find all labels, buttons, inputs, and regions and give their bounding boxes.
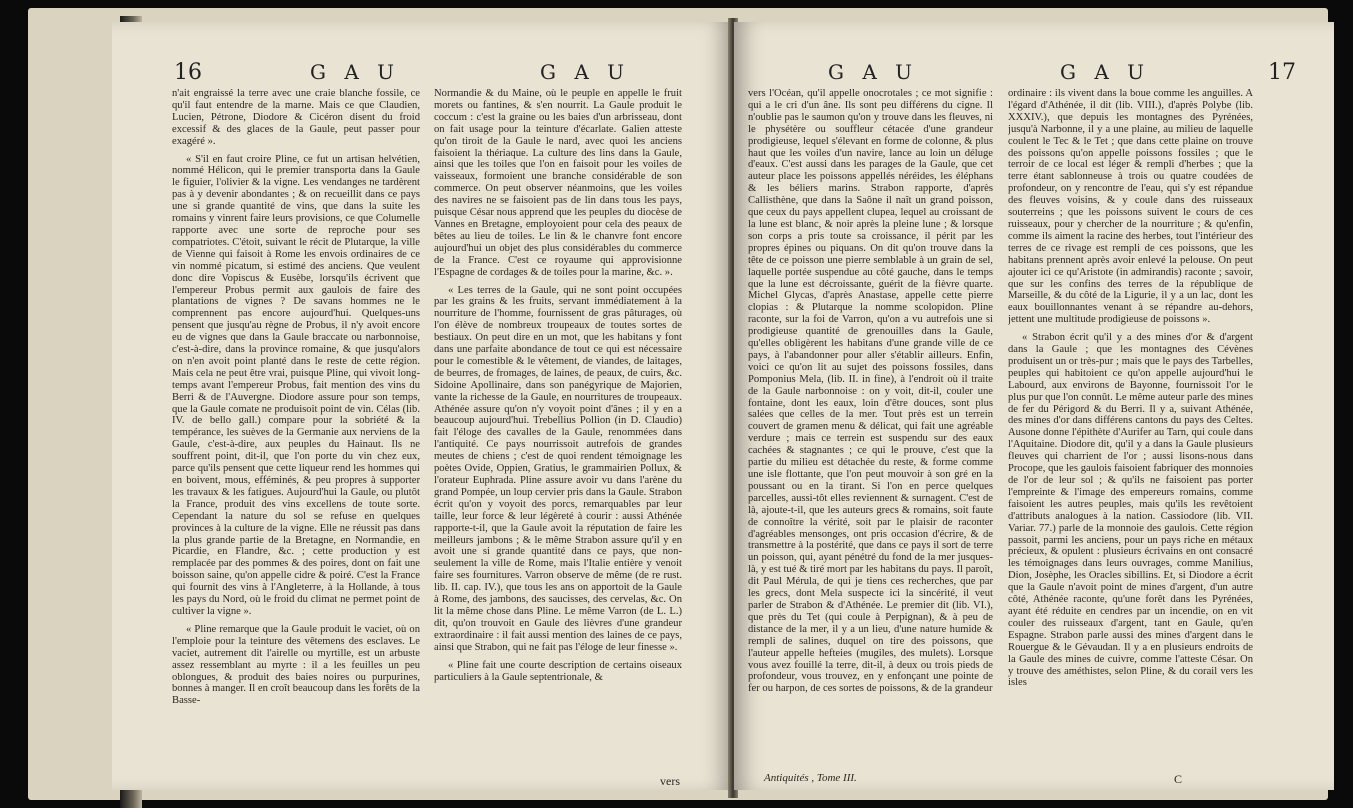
- signature-mark: C: [1174, 772, 1183, 786]
- left-page: [112, 22, 732, 790]
- paragraph: « Pline remarque que la Gaule produit le vaciet, où on l'emploie pour la teinture des vêtemens des esclaves. Le vaciet, autrement dit l'airelle ou myrtille, est un arbuste assez ressemblant au myrte : il a les feuilles un peu oblongues, & produit des baies noires ou purpurines, bonnes à manger. Il en croît beaucoup dans les forêts de la Basse-: [172, 623, 420, 707]
- paragraph: « Les terres de la Gaule, qui ne sont point occupées par les grains & les fruits, servant immédiatement à la nourriture de l'homme, fournissent de gras pâturages, où l'on élève de nombreux troupeaux de toutes sortes de bestiaux. On peut dire en un mot, que les habitans y font dans une parfaite abondance de tout ce qui est nécessaire pour le comestible & le vêtement, de viandes, de laitages, de beurres, de fromages, de laines, de peaux, de cuirs, &c. Sidoine Apollinaire, dans son panégyrique de Majorien, vante la richesse de la Gaule, en nourritures de troupeaux. Athénée assure qu'on n'y voyoit point d'ânes ; il y en a beaucoup aujourd'hui. Trebellius Pollion (in D. Claudio) fait l'éloge des cavalles de la Gaule, renommées dans l'antiquité. Ce pays nourrissoit autrefois de grandes meutes de chiens ; c'est de quoi rendent témoignage les poètes Ovide, Oppien, Gratius, le grammairien Pollux, & l'orateur Euphrada. Pline assure avoir vu dans l'arène du grand Pompée, un loup cervier pris dans la Gaule. Strabon écrit qu'on y voyoit des porcs, remarquables par leur taille, leur force & leur légèreté à courir : aussi Athénée rapporte-t-il, que la Gaule avoit la réputation de faire les meilleurs jambons ; & le même Strabon assure qu'il y en avoit une si grande quantité dans ce pays, que non-seulement la ville de Rome, mais l'Italie entière y venoit faire ses fournitures. Varron observe de même (de re rust. lib. II. cap. IV.), que tous les ans on apportoit de la Gaule à Rome, des jambons, des saucisses, des cervelas, &c. On lit la même chose dans Pline. Le même Varron (de L. L.) dit, qu'on trouvoit en Gaule des lièvres d'une grandeur extraordinaire : il fait aussi mention des laines de ce pays, ainsi que Strabon, qui ne fait pas l'éloge de leur finesse ».: [434, 284, 682, 653]
- left-running-head-2: G A U: [540, 60, 630, 84]
- paragraph: « Strabon écrit qu'il y a des mines d'or & d'argent dans la Gaule ; que les montagnes des Cévènes produisent un or très-pur ; mais que le pays des Tarbelles, peuples qui habitoient ce qu'on appelle aujourd'hui le Labourd, aux environs de Bayonne, fournissoit l'or le plus pur que l'on connût. Le même auteur parle des mines de fer du Périgord & du Berri. Il y a, suivant Athénée, des mines d'or dans différens cantons du pays des Celtes. Ausone donne l'épithète d'Aurifer au Tarn, qui coule dans l'Aquitaine. Diodore dit, qu'il y a dans la Gaule plusieurs fleuves qui charrient de l'or ; aussi lisons-nous dans Procope, que les gaulois faisoient fabriquer des monnoies de l'or de leur sol ; & qu'ils ne faisoient pas porter l'empreinte & l'image des empereurs romains, comme faisoient les autres peuples, mais qu'ils les revêtoient d'attributs analogues à la nation. Cassiodore (lib. VII. Variar. 77.) parle de la monnoie des gaulois. Cette région passoit, parmi les anciens, pour un pays riche en métaux précieux, & opulent : plusieurs écrivains en ont consacré les témoignages dans leurs ouvrages, comme Manilius, Dion, Josèphe, les Oracles sibillins. Et, si Diodore a écrit que la Gaule n'avoit point de mines d'argent, d'un autre côté, Athénée raconte, qu'une forêt dans les Pyrénées, ayant été réduite en cendres par un incendie, on en vit couler des ruisseaux d'argent, tant en Gaule, qu'en Espagne. Strabon parle aussi des mines d'argent dans le Rouergue & le Gévaudan. Il y a en plusieurs endroits de la Gaule des mines de cuivre, comme l'atteste César. On y trouve des améthistes, selon Pline, & du corail vers les isles: [1008, 332, 1253, 689]
- paragraph: ordinaire : ils vivent dans la boue comme les anguilles. A l'égard d'Athénée, il dit (lib. VIII.), d'après Polybe (lib. XXXIV.), que depuis les montagnes des Pyrénées, jusqu'à Narbonne, il y a une plaine, au milieu de laquelle coulent le Tec & le Tet ; que dans cette plaine on trouve des poissons qu'on appelle poissons fossiles ; que le terroir de ce local est léger & rempli d'herbes ; que la terre étant sablonneuse à trois ou quatre coudées de profondeur, on y rencontre de l'eau, qui s'y est répandue des fleuves voisins, & y coule dans des ruisseaux souterreins ; que les poissons suivent le cours de ces ruisseaux, pour y chercher de la nourriture ; & qu'enfin, comme ils aiment la racine des herbes, tout l'intérieur des terres de ce rivage est rempli de ces poissons, que les habitans prennent après avoir enlevé la pelouse. On peut ajouter ici ce qu'Aristote (in admirandis) raconte ; savoir, que sur les confins des terres de la république de Marseille, & du côté de la Ligurie, il y a un lac, dont les eaux bouillonnantes venant à se répandre au-dehors, jettent une multitude prodigieuse de poissons ».: [1008, 88, 1253, 326]
- right-column-2: [1008, 88, 1253, 768]
- left-running-head-1: G A U: [310, 60, 400, 84]
- left-column-2: [434, 88, 682, 778]
- right-page: [734, 22, 1334, 790]
- paragraph: « S'il en faut croire Pline, ce fut un artisan helvétien, nommé Hélicon, qui le premier transporta dans la Gaule le figuier, l'olivier & la vigne. Les vendanges ne tardèrent pas à y devenir abondantes ; & on recueillit dans ce pays une si grande quantité de vins, que dans la suite les romains y vinrent faire leurs provisions, ce que Columelle rapporte avec une sorte de reproche pour ses compatriotes. C'étoit, suivant le récit de Plutarque, la ville de Vienne qui faisoit à Rome les envois ordinaires de ce vin nommé picatum, si estimé des anciens. Que veulent donc dire Vopiscus & Eusèbe, lorsqu'ils écrivent que l'empereur Probus permit aux gaulois de faire des plantations de vignes ? De savans hommes ne le comprennent pas encore aujourd'hui. Quelques-uns pensent que jusqu'au règne de Probus, il n'y avoit encore eu de vignes que dans la Gaule braccate ou narbonnoise, c'est-à-dire, dans la province romaine, & que jusqu'alors on n'en avoit point planté dans le reste de cette région. Mais cela ne peut être vrai, puisque Pline, qui vivoit long-temps avant l'empereur Probus, fait mention des vins du Berri & de l'Auvergne. Diodore assure pour son temps, que la Gaule comate ne produisoit point de vin. Célas (lib. IV. de bello gall.) compare pour la sobriété & la tempérance, les suèves de la Germanie aux nerviens de la Gaule, c'est-à-dire, aux peuples du Hainaut. Ils ne souffrent point, dit-il, que l'on porte du vin chez eux, parce qu'ils pensent que cette liqueur rend les hommes qui en boivent, mous, efféminés, & peu propres à supporter les travaux & les fatigues. Aujourd'hui la Gaule, ou plutôt la France, produit des vins excellens de toute sorte. Cependant la nature du sol se refuse en quelques provinces à la culture de la vigne. Elle ne réussit pas dans la plus grande partie de la Bretagne, en Normandie, en Picardie, en Flandre, &c. ; cette production y est remplacée par des pommes & des poires, dont on fait une boisson saine, qu'on appelle cidre & poiré. C'est la France qui fournit des vins à l'Angleterre, à la Hollande, à tous les pays du Nord, où le froid du climat ne permet point de cultiver la vigne ».: [172, 153, 420, 617]
- paragraph: Normandie & du Maine, où le peuple en appelle le fruit morets ou fantines, & s'en nourrit. La Gaule produit le coccum : c'est la graine ou les baies d'un arbrisseau, dont on fait usage pour la teinture d'écarlate. Galien atteste qu'on tiroit de la Gaule le nard, avec quoi les anciens faisoient la thériaque. La culture des lins dans la Gaule, ainsi que les toiles que l'on en faisoit pour les voiles de vaisseaux, formoient une branche considérable de son commerce. On peut observer néanmoins, que les voiles des navires ne se faisoient pas de lin dans tous les pays, puisque César nous apprend que les peuples du diocèse de Vannes en Bretagne, employoient pour cela des peaux de bêtes au lieu de toiles. Le lin & le chanvre font encore aujourd'hui un objet des plus considérables du commerce de la France. C'est ce royaume qui approvisionne l'Espagne de cordages & de toiles pour la marine, &c. ».: [434, 88, 682, 278]
- paragraph: n'ait engraissé la terre avec une craie blanche fossile, ce qu'il faut entendre de la marne. Mais ce que Claudien, Lucien, Pétrone, Diodore & Cicéron disent du froid excessif & des glaces de la Gaule, peut passer pour exagéré ».: [172, 88, 420, 147]
- right-running-head-2: G A U: [1060, 60, 1150, 84]
- right-page-number: 17: [1268, 60, 1296, 85]
- page-footer: Antiquités , Tome III.: [764, 772, 857, 784]
- left-column-1: [172, 88, 420, 778]
- right-column-1: [748, 88, 993, 768]
- left-page-number: 16: [174, 60, 202, 85]
- right-running-head-1: G A U: [828, 60, 918, 84]
- paragraph: « Pline fait une courte description de certains oiseaux particuliers à la Gaule septentrionale, &: [434, 659, 682, 683]
- catchword: vers: [660, 774, 680, 788]
- paragraph: vers l'Océan, qu'il appelle onocrotales ; ce mot signifie : qui a le cri d'un âne. Ils sont peu différens du cigne. Il n'oublie pas le saumon qu'on y trouve dans les fleuves, ni le physétère ou souffleur cétacée d'une grandeur prodigieuse, lequel s'élevant en forme de colonne, & plus haut que les voiles d'un navire, lance au loin un déluge d'eaux. C'est aussi dans les parages de la Gaule, que cet auteur place les poissons appellés néréides, les éléphans & les béliers marins. Strabon rapporte, d'après Callisthène, que dans la Saône il naît un grand poisson, que ceux du pays appellent clupea, lequel au croissant de la lune est blanc, & noir après la pleine lune ; & lorsque son corps a pris toute sa croissance, il périt par les propres épines ou piquans. On dit qu'on trouve dans la tête de ce poisson une pierre semblable à un grain de sel, laquelle portée suspendue au côté gauche, dans le temps que la lune est décroissante, guérit de la fièvre quarte. Michel Glycas, d'après Anastase, appelle cette pierre clopias : & Plutarque la nomme scolopidon. Pline raconte, sur la foi de Varron, qu'on a vu autrefois une si prodigieuse quantité de grenouilles dans la Gaule, qu'elles obligèrent les habitans d'une grande ville de ce pays, à l'abandonner pour aller s'établir ailleurs. Enfin, voici ce qu'on lit au sujet des poissons fossiles, dans Pomponius Mela, (lib. II. in fine), à l'endroit où il traite de la Gaule narbonnoise : on y voit, dit-il, couler une fontaine, dont les eaux, loin d'être douces, sont plus salées que celles de la mer. Tout près est un terrein couvert de gramen menu & délicat, qui fait une agréable verdure ; mais ce terrein est suspendu sur des eaux cachées & stagnantes ; ce qui le prouve, c'est que la partie du milieu est détachée du reste, & forme comme une isle flottante, que l'on peut mouvoir à son gré en la poussant ou en la tirant. Si l'on en perce quelques parcelles, aussi-tôt elles reviennent & surnagent. C'est de là, ajoute-t-il, que les auteurs grecs & romains, soit faute de connoître la vérité, soit par le plaisir de raconter d'agréables mensonges, ont pris occasion d'écrire, & de transmettre à la postérité, que dans ce pays il sort de terre un poisson, qui, ayant pénétré du fond de la mer jusques-là, y est tué & tiré mort par les habitans du pays. Il paroît, dit Paul Mérula, de qui je tiens ces recherches, que par les grecs, dont Mela suspecte ici la sincérité, il veut parler de Strabon & d'Athénée. Le premier dit (lib. VI.), que près du Tet (qui coule à Perpignan), & à peu de distance de la mer, il y a un lieu, d'une nature humide & rempli de salines, duquel on tire des poissons, que l'auteur appelle hefteies (mugiles, des mulets). Lorsque vous avez fouillé la terre, dit-il, à deux ou trois pieds de profondeur, vous trouvez, en y enfonçant une pointe de fer ou harpon, de ces sortes de poissons, & de la grandeur: [748, 88, 993, 695]
- open-book: [28, 8, 1328, 800]
